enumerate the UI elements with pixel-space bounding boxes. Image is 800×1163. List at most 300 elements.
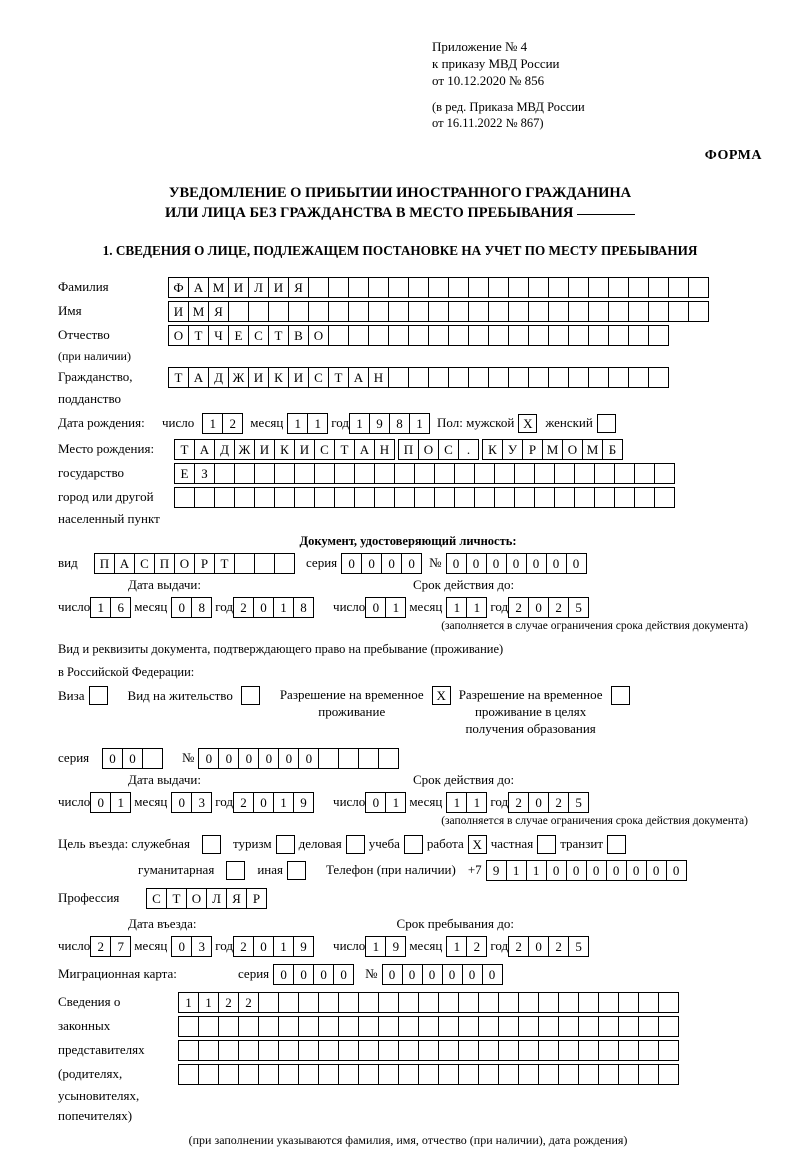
purpose-study-checkbox[interactable] xyxy=(404,835,423,854)
char-cell[interactable] xyxy=(358,748,379,769)
entry-year-cells[interactable] xyxy=(233,936,313,957)
char-cell[interactable]: 2 xyxy=(466,936,487,957)
char-cell[interactable]: И xyxy=(248,367,269,388)
char-cell[interactable]: 0 xyxy=(566,553,587,574)
char-cell[interactable] xyxy=(648,367,669,388)
char-cell[interactable]: 1 xyxy=(526,860,547,881)
char-cell[interactable] xyxy=(558,1016,579,1037)
char-cell[interactable] xyxy=(628,367,649,388)
char-cell[interactable] xyxy=(448,367,469,388)
char-cell[interactable] xyxy=(458,1040,479,1061)
char-cell[interactable]: Д xyxy=(208,367,229,388)
char-cell[interactable]: 0 xyxy=(102,748,123,769)
char-cell[interactable]: Л xyxy=(206,888,227,909)
char-cell[interactable]: 0 xyxy=(606,860,627,881)
char-cell[interactable] xyxy=(178,1064,199,1085)
profession-cells[interactable] xyxy=(146,888,266,909)
char-cell[interactable] xyxy=(298,1016,319,1037)
char-cell[interactable] xyxy=(688,277,709,298)
purpose-tourism-checkbox[interactable] xyxy=(276,835,295,854)
char-cell[interactable]: . xyxy=(458,439,479,460)
char-cell[interactable] xyxy=(418,1016,439,1037)
char-cell[interactable] xyxy=(628,301,649,322)
char-cell[interactable]: 0 xyxy=(171,792,192,813)
doc-number-cells[interactable] xyxy=(446,553,586,574)
stay-month-cells[interactable] xyxy=(446,936,486,957)
char-cell[interactable] xyxy=(414,463,435,484)
char-cell[interactable]: 5 xyxy=(568,792,589,813)
char-cell[interactable] xyxy=(388,277,409,298)
char-cell[interactable]: 1 xyxy=(287,413,308,434)
name-cells[interactable] xyxy=(168,301,708,322)
char-cell[interactable]: 0 xyxy=(526,553,547,574)
char-cell[interactable]: 0 xyxy=(122,748,143,769)
char-cell[interactable] xyxy=(318,1064,339,1085)
char-cell[interactable]: С xyxy=(308,367,329,388)
char-cell[interactable] xyxy=(568,325,589,346)
char-cell[interactable]: Т xyxy=(268,325,289,346)
char-cell[interactable] xyxy=(388,367,409,388)
char-cell[interactable] xyxy=(318,992,339,1013)
surname-cells[interactable] xyxy=(168,277,708,298)
char-cell[interactable] xyxy=(388,325,409,346)
char-cell[interactable]: О xyxy=(418,439,439,460)
char-cell[interactable] xyxy=(514,487,535,508)
char-cell[interactable]: 9 xyxy=(293,936,314,957)
char-cell[interactable]: 0 xyxy=(646,860,667,881)
char-cell[interactable]: 1 xyxy=(385,597,406,618)
char-cell[interactable]: Т xyxy=(168,367,189,388)
char-cell[interactable]: 1 xyxy=(466,597,487,618)
doc-series-cells[interactable] xyxy=(341,553,421,574)
char-cell[interactable]: 0 xyxy=(382,964,403,985)
char-cell[interactable] xyxy=(598,1064,619,1085)
char-cell[interactable]: К xyxy=(274,439,295,460)
char-cell[interactable] xyxy=(318,1040,339,1061)
char-cell[interactable]: О xyxy=(308,325,329,346)
char-cell[interactable] xyxy=(668,301,689,322)
char-cell[interactable]: Т xyxy=(328,367,349,388)
char-cell[interactable] xyxy=(294,463,315,484)
char-cell[interactable] xyxy=(374,487,395,508)
char-cell[interactable] xyxy=(458,992,479,1013)
char-cell[interactable] xyxy=(368,277,389,298)
mig-series-cells[interactable] xyxy=(273,964,353,985)
char-cell[interactable] xyxy=(528,367,549,388)
char-cell[interactable]: 0 xyxy=(253,792,274,813)
legal-row-3-cells[interactable] xyxy=(178,1040,678,1061)
char-cell[interactable]: 1 xyxy=(365,936,386,957)
char-cell[interactable]: 0 xyxy=(365,792,386,813)
char-cell[interactable] xyxy=(618,1040,639,1061)
permit-valid-day-cells[interactable] xyxy=(365,792,405,813)
char-cell[interactable]: 1 xyxy=(273,597,294,618)
char-cell[interactable] xyxy=(248,301,269,322)
char-cell[interactable]: 2 xyxy=(508,792,529,813)
birth-month-cells[interactable] xyxy=(287,413,327,434)
char-cell[interactable] xyxy=(608,325,629,346)
citizenship-cells[interactable] xyxy=(168,367,668,388)
char-cell[interactable] xyxy=(688,301,709,322)
char-cell[interactable] xyxy=(518,1016,539,1037)
char-cell[interactable] xyxy=(538,1064,559,1085)
char-cell[interactable] xyxy=(468,277,489,298)
char-cell[interactable]: Л xyxy=(248,277,269,298)
char-cell[interactable] xyxy=(578,992,599,1013)
char-cell[interactable] xyxy=(198,1040,219,1061)
legal-row-1-cells[interactable] xyxy=(178,992,678,1013)
char-cell[interactable]: 0 xyxy=(273,964,294,985)
char-cell[interactable]: 2 xyxy=(548,597,569,618)
char-cell[interactable] xyxy=(554,463,575,484)
char-cell[interactable] xyxy=(438,1064,459,1085)
char-cell[interactable]: 0 xyxy=(466,553,487,574)
char-cell[interactable]: О xyxy=(168,325,189,346)
sex-female-checkbox[interactable] xyxy=(597,414,616,433)
char-cell[interactable]: О xyxy=(562,439,583,460)
char-cell[interactable] xyxy=(418,1040,439,1061)
char-cell[interactable] xyxy=(608,277,629,298)
char-cell[interactable]: 1 xyxy=(466,792,487,813)
doc-valid-month-cells[interactable] xyxy=(446,597,486,618)
char-cell[interactable] xyxy=(218,1040,239,1061)
char-cell[interactable] xyxy=(398,1040,419,1061)
char-cell[interactable] xyxy=(548,301,569,322)
char-cell[interactable] xyxy=(258,1016,279,1037)
char-cell[interactable] xyxy=(468,325,489,346)
legal-row-2-cells[interactable] xyxy=(178,1016,678,1037)
char-cell[interactable]: Е xyxy=(174,463,195,484)
char-cell[interactable]: 0 xyxy=(198,748,219,769)
char-cell[interactable]: 0 xyxy=(422,964,443,985)
char-cell[interactable] xyxy=(434,463,455,484)
purpose-humanitarian-checkbox[interactable] xyxy=(226,861,245,880)
char-cell[interactable]: 1 xyxy=(409,413,430,434)
char-cell[interactable]: П xyxy=(94,553,115,574)
char-cell[interactable] xyxy=(198,1064,219,1085)
char-cell[interactable]: Б xyxy=(602,439,623,460)
char-cell[interactable]: 2 xyxy=(233,597,254,618)
edu-residence-checkbox[interactable] xyxy=(611,686,630,705)
char-cell[interactable]: 0 xyxy=(218,748,239,769)
char-cell[interactable] xyxy=(218,1064,239,1085)
char-cell[interactable] xyxy=(398,1016,419,1037)
visa-checkbox[interactable] xyxy=(89,686,108,705)
legal-row-4-cells[interactable] xyxy=(178,1064,678,1085)
char-cell[interactable]: 2 xyxy=(233,936,254,957)
char-cell[interactable]: 0 xyxy=(401,553,422,574)
doc-issue-year-cells[interactable] xyxy=(233,597,313,618)
char-cell[interactable] xyxy=(408,301,429,322)
char-cell[interactable]: С xyxy=(438,439,459,460)
char-cell[interactable]: 0 xyxy=(586,860,607,881)
char-cell[interactable]: М xyxy=(188,301,209,322)
char-cell[interactable]: Т xyxy=(334,439,355,460)
char-cell[interactable] xyxy=(588,325,609,346)
char-cell[interactable] xyxy=(554,487,575,508)
char-cell[interactable] xyxy=(568,277,589,298)
birthplace-city-cells-b[interactable] xyxy=(482,439,622,460)
char-cell[interactable] xyxy=(194,487,215,508)
char-cell[interactable]: 1 xyxy=(446,792,467,813)
char-cell[interactable] xyxy=(598,1040,619,1061)
char-cell[interactable] xyxy=(568,367,589,388)
char-cell[interactable]: 1 xyxy=(110,792,131,813)
char-cell[interactable] xyxy=(394,463,415,484)
char-cell[interactable]: 2 xyxy=(508,936,529,957)
char-cell[interactable]: 1 xyxy=(273,936,294,957)
char-cell[interactable] xyxy=(488,367,509,388)
mig-number-cells[interactable] xyxy=(382,964,502,985)
char-cell[interactable] xyxy=(218,1016,239,1037)
birthplace-city-row3-cells[interactable] xyxy=(174,487,674,508)
char-cell[interactable] xyxy=(528,277,549,298)
permit-series-cells[interactable] xyxy=(102,748,162,769)
char-cell[interactable] xyxy=(174,487,195,508)
char-cell[interactable] xyxy=(498,1040,519,1061)
sex-male-checkbox[interactable]: X xyxy=(518,414,537,433)
char-cell[interactable] xyxy=(654,463,675,484)
char-cell[interactable] xyxy=(488,325,509,346)
char-cell[interactable] xyxy=(548,277,569,298)
char-cell[interactable]: З xyxy=(194,463,215,484)
char-cell[interactable] xyxy=(654,487,675,508)
char-cell[interactable] xyxy=(478,992,499,1013)
char-cell[interactable]: И xyxy=(294,439,315,460)
char-cell[interactable]: С xyxy=(314,439,335,460)
char-cell[interactable] xyxy=(478,1016,499,1037)
char-cell[interactable]: Е xyxy=(228,325,249,346)
char-cell[interactable]: К xyxy=(268,367,289,388)
char-cell[interactable] xyxy=(308,301,329,322)
char-cell[interactable]: 0 xyxy=(381,553,402,574)
char-cell[interactable] xyxy=(548,325,569,346)
char-cell[interactable]: П xyxy=(398,439,419,460)
purpose-work-checkbox[interactable]: X xyxy=(468,835,487,854)
char-cell[interactable] xyxy=(348,277,369,298)
char-cell[interactable]: 1 xyxy=(273,792,294,813)
char-cell[interactable]: 0 xyxy=(402,964,423,985)
char-cell[interactable] xyxy=(358,1064,379,1085)
char-cell[interactable] xyxy=(428,325,449,346)
char-cell[interactable] xyxy=(588,367,609,388)
char-cell[interactable] xyxy=(454,487,475,508)
char-cell[interactable] xyxy=(378,1064,399,1085)
char-cell[interactable] xyxy=(214,487,235,508)
char-cell[interactable]: 2 xyxy=(90,936,111,957)
char-cell[interactable]: Я xyxy=(226,888,247,909)
char-cell[interactable] xyxy=(294,487,315,508)
char-cell[interactable] xyxy=(234,553,255,574)
char-cell[interactable]: 0 xyxy=(90,792,111,813)
char-cell[interactable]: 1 xyxy=(446,597,467,618)
char-cell[interactable] xyxy=(628,325,649,346)
char-cell[interactable] xyxy=(494,463,515,484)
char-cell[interactable] xyxy=(458,1064,479,1085)
char-cell[interactable] xyxy=(494,487,515,508)
char-cell[interactable]: 1 xyxy=(198,992,219,1013)
char-cell[interactable] xyxy=(408,277,429,298)
char-cell[interactable] xyxy=(438,1016,459,1037)
char-cell[interactable] xyxy=(538,992,559,1013)
char-cell[interactable] xyxy=(378,748,399,769)
char-cell[interactable]: 2 xyxy=(222,413,243,434)
phone-cells[interactable] xyxy=(486,860,686,881)
char-cell[interactable] xyxy=(508,301,529,322)
char-cell[interactable]: Ж xyxy=(228,367,249,388)
char-cell[interactable] xyxy=(328,277,349,298)
char-cell[interactable] xyxy=(278,992,299,1013)
char-cell[interactable] xyxy=(608,367,629,388)
char-cell[interactable]: 0 xyxy=(171,936,192,957)
char-cell[interactable]: 0 xyxy=(506,553,527,574)
char-cell[interactable] xyxy=(598,992,619,1013)
char-cell[interactable]: И xyxy=(228,277,249,298)
char-cell[interactable] xyxy=(298,1040,319,1061)
purpose-other-checkbox[interactable] xyxy=(287,861,306,880)
char-cell[interactable] xyxy=(488,277,509,298)
char-cell[interactable]: 5 xyxy=(568,936,589,957)
permit-valid-year-cells[interactable] xyxy=(508,792,588,813)
char-cell[interactable] xyxy=(268,301,289,322)
birthplace-city-cells-a[interactable] xyxy=(398,439,478,460)
char-cell[interactable] xyxy=(398,1064,419,1085)
char-cell[interactable]: 9 xyxy=(293,792,314,813)
permit-number-cells[interactable] xyxy=(198,748,398,769)
char-cell[interactable]: 0 xyxy=(666,860,687,881)
permit-issue-day-cells[interactable] xyxy=(90,792,130,813)
char-cell[interactable] xyxy=(478,1040,499,1061)
char-cell[interactable]: 2 xyxy=(238,992,259,1013)
char-cell[interactable]: 2 xyxy=(508,597,529,618)
char-cell[interactable]: 1 xyxy=(90,597,111,618)
char-cell[interactable] xyxy=(438,1040,459,1061)
char-cell[interactable]: 1 xyxy=(446,936,467,957)
char-cell[interactable] xyxy=(528,301,549,322)
char-cell[interactable]: 3 xyxy=(191,936,212,957)
char-cell[interactable] xyxy=(314,487,335,508)
char-cell[interactable]: А xyxy=(114,553,135,574)
char-cell[interactable]: 0 xyxy=(446,553,467,574)
char-cell[interactable]: 8 xyxy=(293,597,314,618)
char-cell[interactable] xyxy=(648,277,669,298)
char-cell[interactable] xyxy=(234,487,255,508)
char-cell[interactable] xyxy=(614,463,635,484)
char-cell[interactable] xyxy=(588,277,609,298)
char-cell[interactable] xyxy=(358,1016,379,1037)
permit-valid-month-cells[interactable] xyxy=(446,792,486,813)
char-cell[interactable]: 2 xyxy=(218,992,239,1013)
entry-month-cells[interactable] xyxy=(171,936,211,957)
char-cell[interactable] xyxy=(258,1040,279,1061)
char-cell[interactable]: Н xyxy=(368,367,389,388)
patronymic-cells[interactable] xyxy=(168,325,668,346)
char-cell[interactable] xyxy=(338,992,359,1013)
char-cell[interactable] xyxy=(508,325,529,346)
char-cell[interactable] xyxy=(418,1064,439,1085)
char-cell[interactable] xyxy=(318,1016,339,1037)
char-cell[interactable] xyxy=(428,301,449,322)
char-cell[interactable] xyxy=(458,1016,479,1037)
char-cell[interactable] xyxy=(588,301,609,322)
char-cell[interactable] xyxy=(198,1016,219,1037)
doc-valid-day-cells[interactable] xyxy=(365,597,405,618)
char-cell[interactable]: 0 xyxy=(566,860,587,881)
permit-issue-month-cells[interactable] xyxy=(171,792,211,813)
char-cell[interactable] xyxy=(498,1064,519,1085)
char-cell[interactable] xyxy=(434,487,455,508)
char-cell[interactable] xyxy=(338,1016,359,1037)
char-cell[interactable] xyxy=(214,463,235,484)
char-cell[interactable] xyxy=(234,463,255,484)
char-cell[interactable] xyxy=(574,463,595,484)
char-cell[interactable] xyxy=(638,1040,659,1061)
char-cell[interactable] xyxy=(338,748,359,769)
char-cell[interactable]: 0 xyxy=(482,964,503,985)
char-cell[interactable]: 0 xyxy=(333,964,354,985)
char-cell[interactable]: 0 xyxy=(546,860,567,881)
char-cell[interactable] xyxy=(638,1064,659,1085)
char-cell[interactable] xyxy=(448,277,469,298)
char-cell[interactable]: И xyxy=(254,439,275,460)
char-cell[interactable] xyxy=(468,301,489,322)
char-cell[interactable] xyxy=(574,487,595,508)
char-cell[interactable] xyxy=(258,1064,279,1085)
char-cell[interactable]: Ф xyxy=(168,277,189,298)
char-cell[interactable] xyxy=(298,1064,319,1085)
char-cell[interactable] xyxy=(658,992,679,1013)
char-cell[interactable] xyxy=(314,463,335,484)
char-cell[interactable] xyxy=(538,1016,559,1037)
char-cell[interactable]: Я xyxy=(208,301,229,322)
char-cell[interactable] xyxy=(558,992,579,1013)
char-cell[interactable] xyxy=(274,487,295,508)
char-cell[interactable]: А xyxy=(348,367,369,388)
char-cell[interactable] xyxy=(578,1016,599,1037)
char-cell[interactable] xyxy=(318,748,339,769)
char-cell[interactable] xyxy=(348,325,369,346)
char-cell[interactable]: 1 xyxy=(385,792,406,813)
char-cell[interactable] xyxy=(334,487,355,508)
char-cell[interactable]: У xyxy=(502,439,523,460)
char-cell[interactable]: Ч xyxy=(208,325,229,346)
char-cell[interactable]: В xyxy=(288,325,309,346)
char-cell[interactable] xyxy=(668,277,689,298)
char-cell[interactable]: 5 xyxy=(568,597,589,618)
char-cell[interactable] xyxy=(598,1016,619,1037)
char-cell[interactable] xyxy=(518,992,539,1013)
stay-day-cells[interactable] xyxy=(365,936,405,957)
temp-residence-checkbox[interactable]: X xyxy=(432,686,451,705)
char-cell[interactable] xyxy=(518,1064,539,1085)
char-cell[interactable] xyxy=(378,992,399,1013)
doc-valid-year-cells[interactable] xyxy=(508,597,588,618)
char-cell[interactable]: 0 xyxy=(462,964,483,985)
char-cell[interactable]: 8 xyxy=(191,597,212,618)
char-cell[interactable]: 9 xyxy=(486,860,507,881)
char-cell[interactable] xyxy=(238,1064,259,1085)
char-cell[interactable]: 9 xyxy=(385,936,406,957)
char-cell[interactable] xyxy=(468,367,489,388)
char-cell[interactable]: 1 xyxy=(506,860,527,881)
char-cell[interactable] xyxy=(608,301,629,322)
char-cell[interactable] xyxy=(378,1016,399,1037)
entry-day-cells[interactable] xyxy=(90,936,130,957)
char-cell[interactable] xyxy=(498,1016,519,1037)
char-cell[interactable]: 0 xyxy=(528,936,549,957)
char-cell[interactable] xyxy=(408,325,429,346)
purpose-transit-checkbox[interactable] xyxy=(607,835,626,854)
